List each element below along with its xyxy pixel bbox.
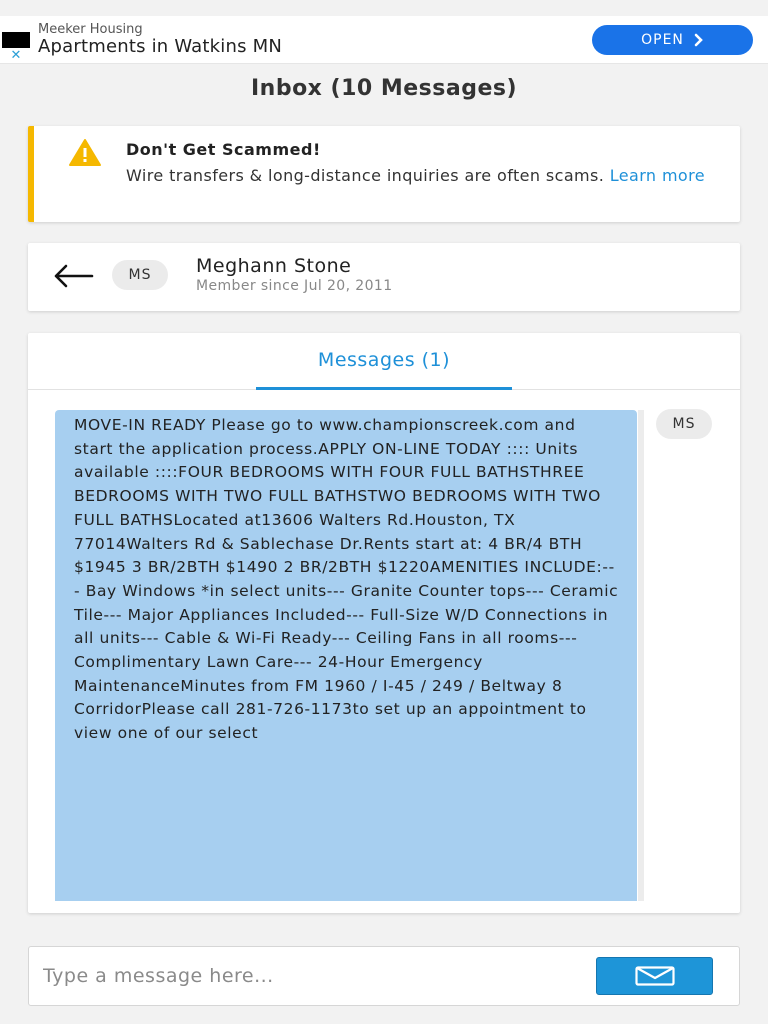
- scam-alert-body: Wire transfers & long-distance inquiries are often scams.: [126, 166, 610, 185]
- tab-bar: [28, 333, 740, 390]
- message-thread[interactable]: [28, 391, 740, 901]
- scam-alert-title: Don't Get Scammed!: [126, 140, 321, 159]
- avatar: MS: [112, 260, 168, 290]
- ad-open-button[interactable]: [592, 25, 753, 55]
- send-button[interactable]: [596, 957, 713, 995]
- ad-image: [2, 32, 30, 48]
- ad-banner[interactable]: [0, 16, 768, 64]
- compose-bar: [28, 946, 740, 1006]
- ad-open-label: OPEN: [641, 32, 684, 48]
- sender-avatar: MS: [656, 409, 712, 439]
- learn-more-link[interactable]: Learn more: [609, 166, 705, 185]
- scam-alert: [28, 126, 740, 222]
- message-input[interactable]: [43, 955, 583, 997]
- chevron-right-icon: [694, 33, 704, 47]
- envelope-icon: [635, 966, 675, 986]
- ad-source: Meeker Housing: [38, 22, 143, 37]
- close-x-icon[interactable]: ✕: [10, 48, 22, 63]
- page-title: Inbox (10 Messages): [250, 76, 518, 101]
- messages-panel: [28, 333, 740, 913]
- member-since: Member since Jul 20, 2011: [196, 278, 393, 294]
- thread-scrollbar[interactable]: [638, 410, 644, 901]
- arrow-left-icon[interactable]: [52, 261, 94, 291]
- tab-messages[interactable]: Messages (1): [256, 333, 512, 390]
- warning-triangle-icon: [68, 138, 102, 168]
- contact-name: Meghann Stone: [196, 255, 352, 277]
- scam-alert-text: [126, 166, 726, 186]
- message-bubble: MOVE-IN READY Please go to www.championscreek.com and start the application process.APPLY ON-LINE TODAY :::: Units available ::::FOUR BEDROOMS WITH FOUR FULL BATHSTHREE BEDROOMS WITH TWO FULL BATHSTWO BEDROOMS WITH TWO FULL BATHSLocated at13606 Walters Rd.Houston, TX 77014Walters Rd & Sablechase Dr.Rents start at: 4 BR/4 BTH $1945 3 BR/2BTH $1490 2 BR/2BTH $1220AMENITIES INCLUDE:--- Bay Windows *in select units--- Granite Counter tops--- Ceramic Tile--- Major Appliances Included--- Full-Size W/D Connections in all units--- Cable & Wi-Fi Ready--- Ceiling Fans in all rooms--- Complimentary Lawn Care--- 24-Hour Emergency MaintenanceMinutes from FM 1960 / I-45 / 249 / Beltway 8 CorridorPlease call 281-726-1173to set up an appointment to view one of our select: [55, 410, 637, 901]
- ad-title[interactable]: Apartments in Watkins MN: [38, 36, 282, 57]
- contact-header: [28, 243, 740, 311]
